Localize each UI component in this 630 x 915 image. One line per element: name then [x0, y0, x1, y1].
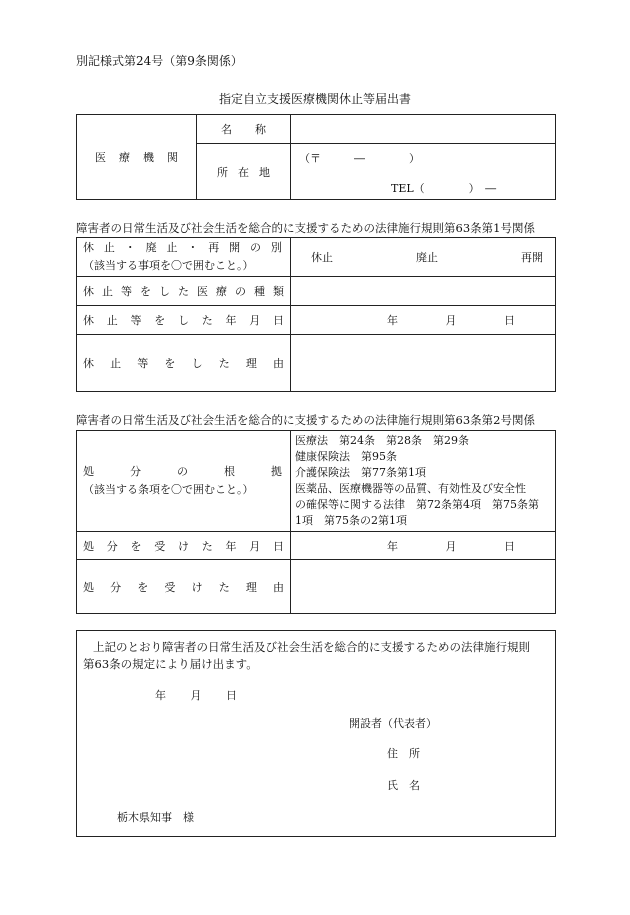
address-signature-label: 住 所 [387, 747, 420, 760]
declaration-text-line1: 上記のとおり障害者の日常生活及び社会生活を総合的に支援するための法律施行規則 [93, 640, 530, 654]
name-label: 名 称 [221, 123, 266, 136]
suspension-type-label: 休 止 ・ 廃 止 ・ 再 開 の 別 （該当する事項を〇で囲むこと。） [77, 238, 291, 277]
suspension-type-options[interactable] [291, 238, 556, 277]
disposition-date-label: 処 分 を 受 け た 年 月 日 [77, 532, 291, 560]
section1-table [76, 237, 556, 392]
basis-line: 介護保険法 第77条第1項 [295, 466, 426, 479]
disposition-reason-field[interactable] [291, 560, 556, 614]
option-resume[interactable]: 再開 [521, 251, 543, 264]
addressee: 栃木県知事 様 [117, 811, 194, 824]
option-suspend[interactable]: 休止 [311, 251, 333, 264]
medical-type-field[interactable] [291, 277, 556, 306]
declaration-date[interactable]: 年 月 日 [155, 689, 237, 702]
suspension-date-field[interactable]: 年 月 日 [291, 306, 556, 335]
section2-table [76, 430, 556, 614]
name-field[interactable] [291, 115, 556, 144]
address-field[interactable] [291, 144, 556, 200]
address-label: 所 在 地 [217, 165, 270, 179]
name-signature-label: 氏 名 [387, 779, 420, 792]
declaration-box [76, 630, 556, 837]
form-number: 別記様式第24号（第9条関係） [76, 54, 243, 68]
disposition-basis-options[interactable] [291, 431, 556, 532]
basis-line: の確保等に関する法律 第72条第4項 第75条第 [295, 498, 539, 511]
declaration-text-line2: 第63条の規定により届け出ます。 [83, 657, 258, 671]
section2-heading: 障害者の日常生活及び社会生活を総合的に支援するための法律施行規則第63条第2号関係 [76, 413, 535, 427]
institution-label-cell [77, 115, 197, 200]
founder-label: 開設者（代表者） [349, 717, 437, 730]
suspension-reason-label: 休 止 等 を し た 理 由 [77, 335, 291, 392]
disposition-basis-label: 処 分 の 根 拠 （該当する条項を〇で囲むこと。） [77, 431, 291, 532]
disposition-reason-label: 処 分 を 受 け た 理 由 [77, 560, 291, 614]
institution-table [76, 114, 556, 200]
section1-heading: 障害者の日常生活及び社会生活を総合的に支援するための法律施行規則第63条第1号関係 [76, 221, 535, 235]
basis-line: 健康保険法 第95条 [295, 450, 397, 463]
basis-line: 1項 第75条の2第1項 [295, 514, 407, 527]
postal-code: （〒 ― ） [299, 152, 420, 165]
medical-type-label: 休 止 等 を し た 医 療 の 種 類 [77, 277, 291, 306]
suspension-reason-field[interactable] [291, 335, 556, 392]
document-title: 指定自立支援医療機関休止等届出書 [218, 92, 411, 106]
disposition-date-field[interactable]: 年 月 日 [291, 532, 556, 560]
basis-line: 医薬品、医療機器等の品質、有効性及び安全性 [295, 482, 526, 495]
option-abolish[interactable]: 廃止 [416, 251, 438, 264]
basis-line: 医療法 第24条 第28条 第29条 [295, 434, 469, 447]
tel-number: TEL（ ） ― [391, 182, 497, 195]
institution-label: 医 療 機 関 [95, 151, 178, 164]
address-label-cell [197, 144, 291, 200]
name-label-cell [197, 115, 291, 144]
suspension-date-label: 休 止 等 を し た 年 月 日 [77, 306, 291, 335]
